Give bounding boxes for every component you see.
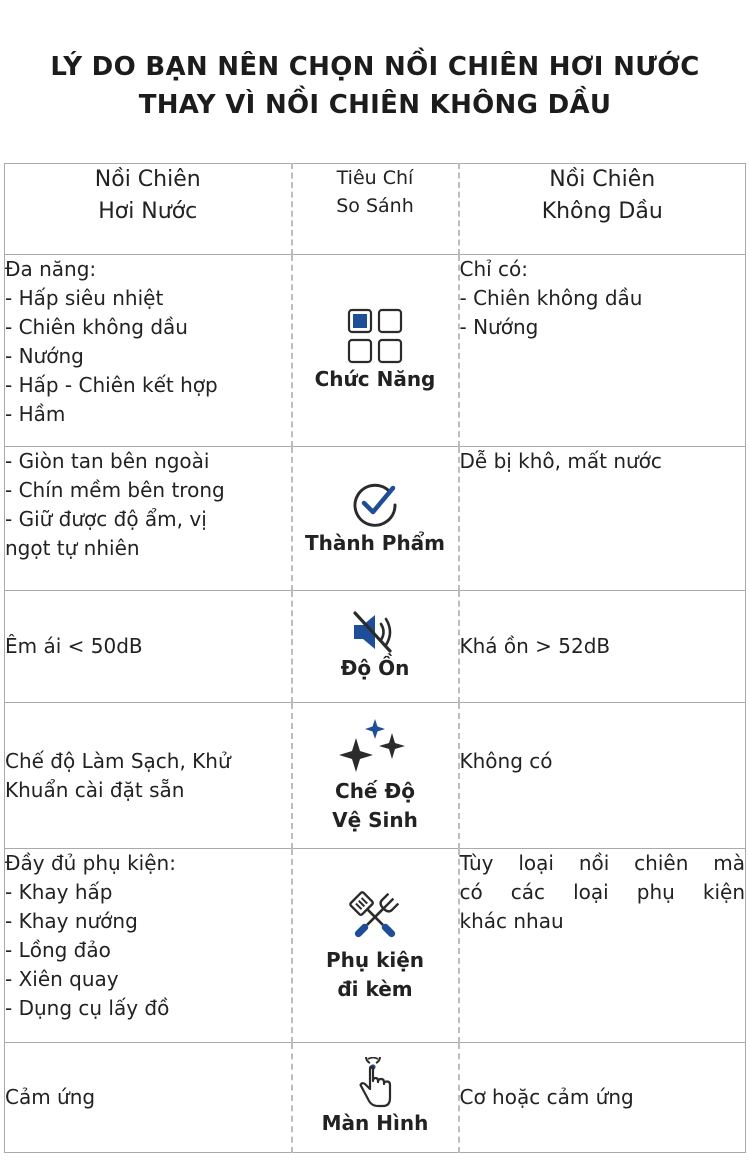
- criterion-cell: [292, 255, 459, 447]
- table-row: [5, 447, 746, 591]
- table-row: [5, 1043, 746, 1153]
- criterion-cell: [292, 447, 459, 591]
- header-air-fryer: Nồi Chiên Không Dầu: [459, 164, 746, 255]
- criterion-label: Chế Độ Vệ Sinh: [332, 778, 418, 832]
- table-row: [5, 703, 746, 849]
- air-fryer-cell: Tùy loại nồi chiên mà có các loại phụ kiện khác nhau: [459, 849, 746, 1043]
- comparison-table: [4, 163, 746, 1153]
- title-line-2: THAY VÌ NỒI CHIÊN KHÔNG DẦU: [138, 90, 612, 120]
- air-fryer-cell: Khá ồn > 52dB: [459, 591, 746, 703]
- table-row: [5, 255, 746, 447]
- criterion-label: Độ Ồn: [340, 656, 410, 680]
- criterion-cell: [292, 591, 459, 703]
- criterion-cell: [292, 849, 459, 1043]
- header-row: [5, 164, 746, 255]
- page-title: [0, 48, 750, 124]
- steam-fryer-cell: Chế độ Làm Sạch, Khử Khuẩn cài đặt sẵn: [5, 703, 292, 849]
- air-fryer-cell: Không có: [459, 703, 746, 849]
- steam-fryer-cell: Cảm ứng: [5, 1043, 292, 1153]
- utensils-icon: [345, 888, 405, 946]
- title-line-1: LÝ DO BẠN NÊN CHỌN NỒI CHIÊN HƠI NƯỚC: [50, 52, 700, 82]
- criterion-label: Màn Hình: [321, 1111, 429, 1135]
- criterion-label: Phụ kiện đi kèm: [325, 947, 425, 1001]
- steam-fryer-cell: Đa năng: - Hấp siêu nhiệt - Chiên không dầu - Nướng - Hấp - Chiên kết hợp - Hầm: [5, 255, 292, 447]
- criterion-label: Chức Năng: [314, 367, 436, 391]
- criterion-label: Thành Phẩm: [304, 531, 446, 555]
- air-fryer-cell: Chỉ có: - Chiên không dầu - Nướng: [459, 255, 746, 447]
- grid-icon: [346, 307, 404, 365]
- criterion-cell: [292, 703, 459, 849]
- sparkles-icon: [339, 717, 411, 777]
- steam-fryer-cell: - Giòn tan bên ngoài - Chín mềm bên trong - Giữ được độ ẩm, vị ngọt tự nhiên: [5, 447, 292, 591]
- air-fryer-cell: Cơ hoặc cảm ứng: [459, 1043, 746, 1153]
- steam-fryer-cell: Đầy đủ phụ kiện: - Khay hấp - Khay nướng - Lồng đảo - Xiên quay - Dụng cụ lấy đồ: [5, 849, 292, 1043]
- criterion-cell: [292, 1043, 459, 1153]
- header-criteria: Tiêu Chí So Sánh: [292, 164, 459, 255]
- header-steam-fryer: Nồi Chiên Hơi Nước: [5, 164, 292, 255]
- air-fryer-cell: Dễ bị khô, mất nước: [459, 447, 746, 591]
- table-row: [5, 591, 746, 703]
- table-row: [5, 849, 746, 1043]
- steam-fryer-cell: Êm ái < 50dB: [5, 591, 292, 703]
- speaker-mute-icon: [350, 610, 400, 654]
- check-circle-icon: [349, 479, 401, 529]
- touch-hand-icon: [355, 1057, 395, 1109]
